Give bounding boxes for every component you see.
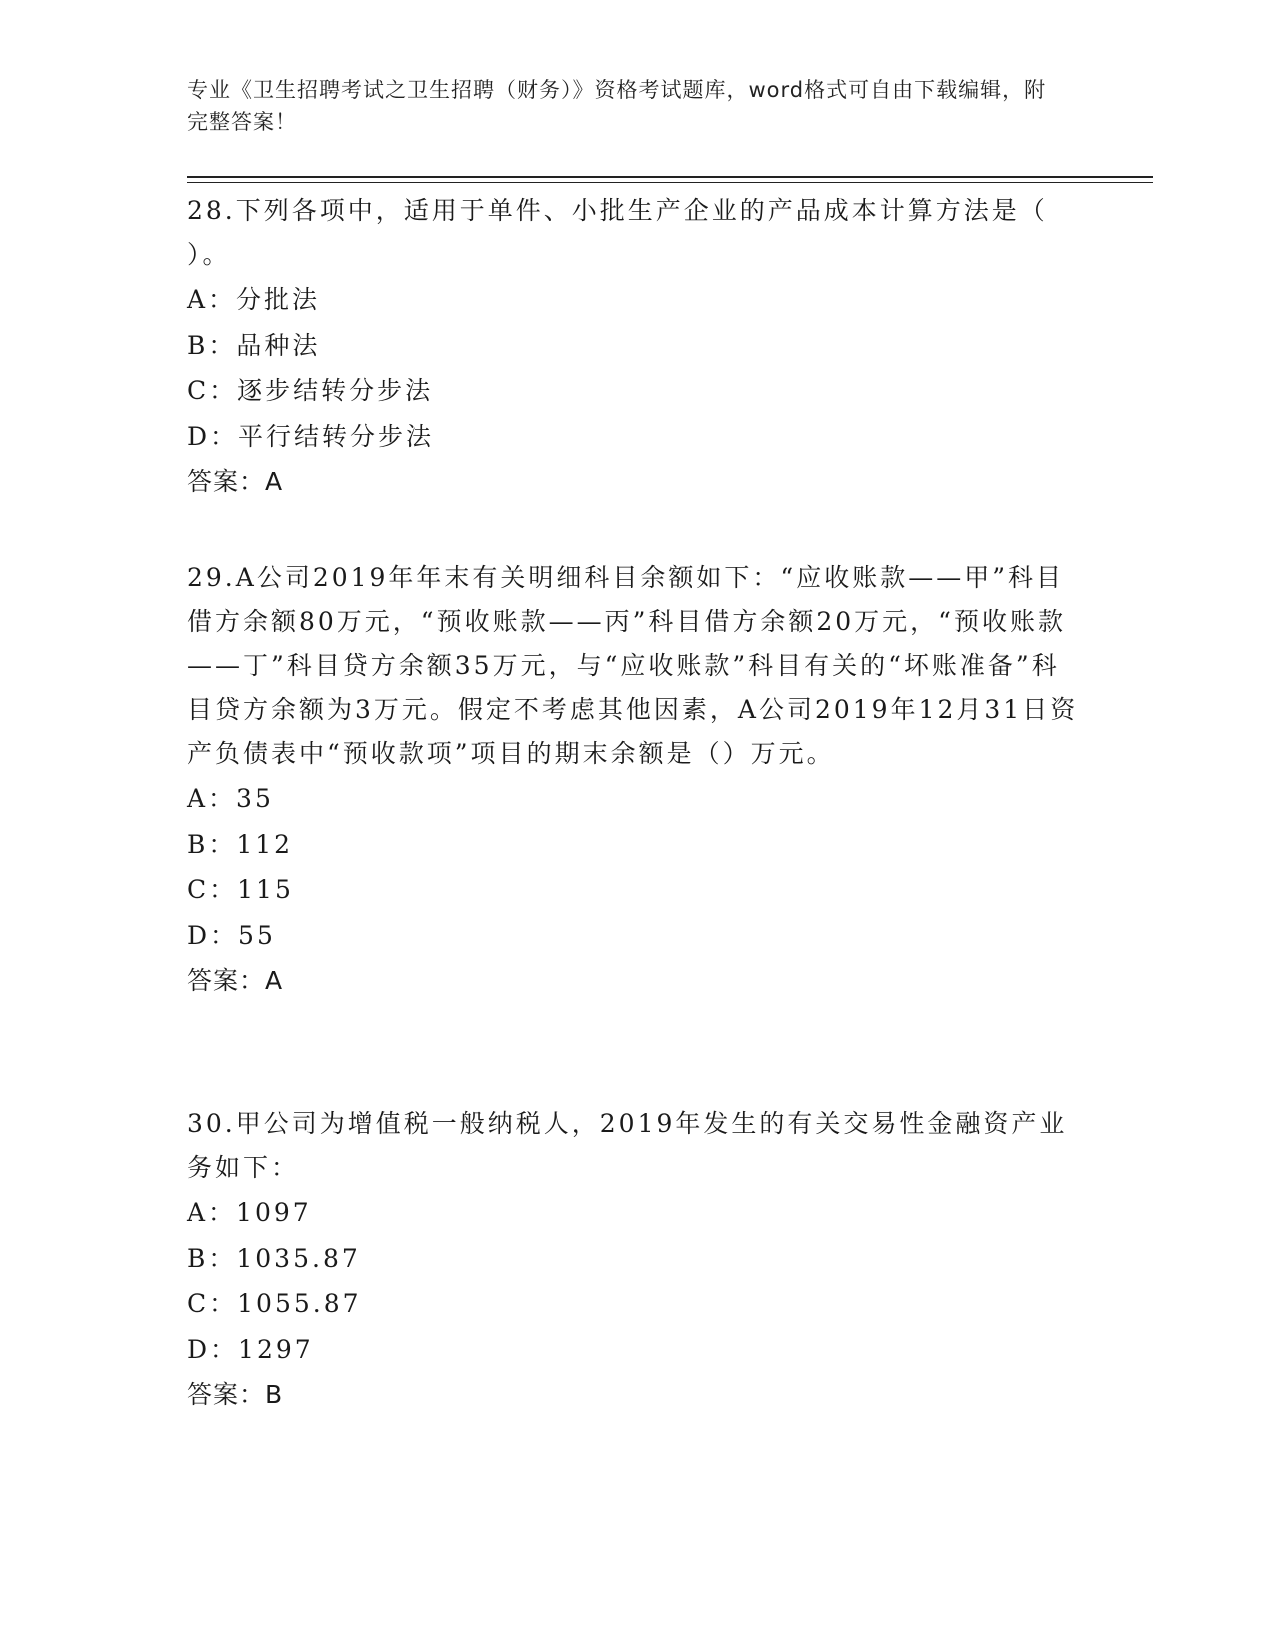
option-c: C：115 <box>187 875 294 904</box>
question-28 <box>187 189 1087 504</box>
option-b: B：1035.87 <box>187 1243 361 1273</box>
question-stem: 30.甲公司为增值税一般纳税人，2019年发生的有关交易性金融资产业务如下： <box>187 1109 1068 1182</box>
option-d: D：55 <box>187 920 276 950</box>
header-title: 专业《卫生招聘考试之卫生招聘（财务）》资格考试题库，word格式可自由下载编辑，附完整答案！ <box>187 78 1047 134</box>
answer-line: 答案：A <box>187 966 284 995</box>
option-c: C：逐步结转分步法 <box>187 376 434 405</box>
header-divider-thick <box>187 176 1153 178</box>
option-c: C：1055.87 <box>187 1289 362 1318</box>
header-divider-thin <box>187 182 1153 183</box>
answer-line: 答案：B <box>187 1380 284 1409</box>
option-b: B：品种法 <box>187 330 321 360</box>
option-d: D：平行结转分步法 <box>187 421 435 451</box>
question-stem: 29.A公司2019年年末有关明细科目余额如下：“应收账款——甲”科目借方余额80万元，“预收账款——丙”科目借方余额20万元，“预收账款——丁”科目贷方余额35万元，与“应收账款”科目有关的“坏账准备”科目贷方余额为3万元。假定不考虑其他因素，A公司2019年12月31日资产负债表中“预收款项”项目的期末余额是（）万元。 <box>187 563 1079 768</box>
question-stem: 28.下列各项中，适用于单件、小批生产企业的产品成本计算方法是（ ）。 <box>187 196 1048 269</box>
option-a: A：35 <box>187 784 274 813</box>
question-30 <box>187 1102 1087 1417</box>
document-header <box>187 74 1067 138</box>
question-29 <box>187 556 1087 1003</box>
option-a: A：分批法 <box>187 285 321 314</box>
option-a: A：1097 <box>187 1198 312 1227</box>
option-d: D：1297 <box>187 1334 314 1364</box>
option-b: B：112 <box>187 829 294 859</box>
answer-line: 答案：A <box>187 467 284 496</box>
